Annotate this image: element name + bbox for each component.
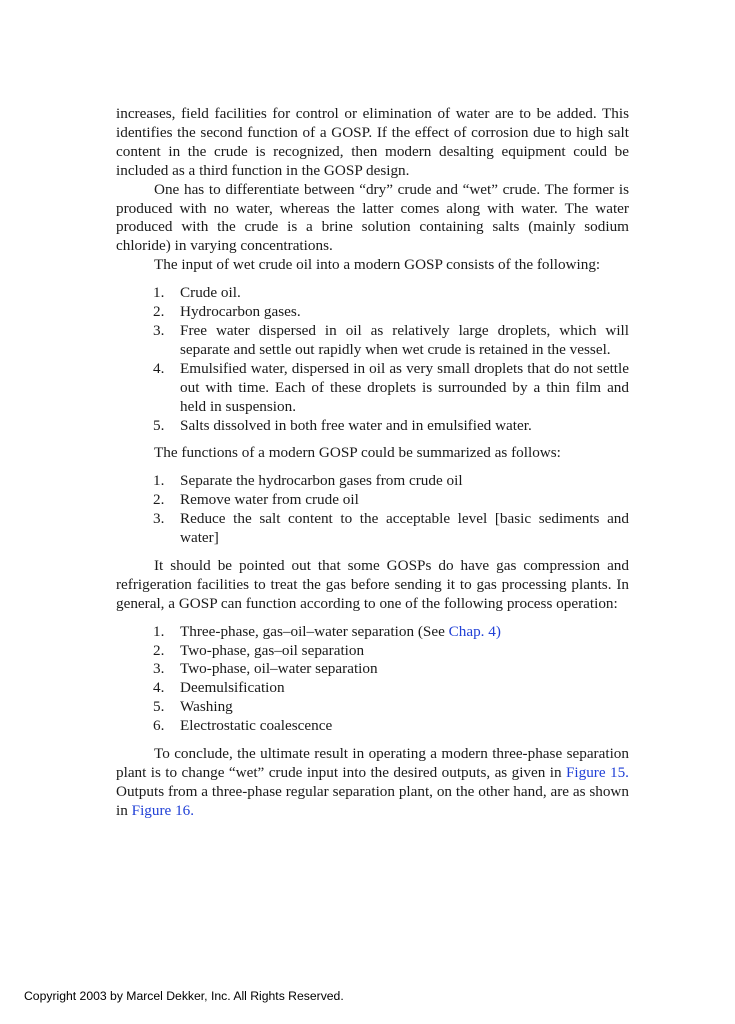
list-item — [116, 303, 629, 322]
list-item-number: 2. — [153, 491, 165, 509]
figure-16-link[interactable]: Figure 16. — [131, 801, 195, 819]
list-item-number: 4. — [153, 679, 165, 697]
functions-list — [116, 472, 629, 548]
paragraph-functions-intro: The functions of a modern GOSP could be summarized as follows: — [154, 444, 561, 462]
list-item — [116, 660, 629, 679]
paragraph-input-intro: The input of wet crude oil into a modern GOSP consists of the following: — [154, 256, 601, 274]
list-item — [116, 698, 629, 717]
list-item — [116, 322, 629, 360]
list-item — [116, 417, 629, 436]
list-item-text: Free water dispersed in oil as relatively large droplets, which will separate and settle out rapidly when wet crude is retained in the vessel. — [180, 321, 629, 358]
conclusion-text-part-1: To conclude, the ultimate result in operating a modern three-phase separation plant is to change “wet” crude input into the desired outputs, as given in — [116, 745, 629, 781]
list-item — [116, 642, 629, 661]
operations-list — [116, 623, 629, 736]
figure-15-link[interactable]: Figure 15. — [565, 764, 629, 781]
list-item-text: Reduce the salt content to the acceptable level [basic sediments and water] — [180, 510, 629, 547]
list-item-text: Hydrocarbon gases. — [180, 303, 301, 321]
paragraph-dry-wet-crude: One has to differentiate between “dry” crude and “wet” crude. The former is produced with no water, whereas the latter comes along with water. The water produced with the crude is a brine solution containing salts (mainly sodium chloride) in varying concentrations. — [116, 180, 629, 255]
list-item — [116, 491, 629, 510]
input-list — [116, 284, 629, 435]
list-item-text: Emulsified water, dispersed in oil as very small droplets that do not settle out with time. Each of these droplets is surrounded by a thin film and held in suspension. — [180, 359, 629, 415]
list-item-number: 3. — [153, 510, 165, 528]
list-item-text: Electrostatic coalescence — [180, 717, 333, 735]
conclusion-text-part-2: Outputs from a three-phase regular separation plant, on the other hand, are as shown in — [116, 782, 629, 819]
list-item — [116, 472, 629, 491]
list-item-text: Crude oil. — [180, 284, 241, 302]
list-item-number: 1. — [153, 622, 165, 640]
list-item-text: Three-phase, gas–oil–water separation (See — [180, 622, 449, 640]
copyright-footer: Copyright 2003 by Marcel Dekker, Inc. All Rights Reserved. — [24, 989, 344, 1003]
list-item-number: 5. — [153, 698, 165, 716]
page-body — [116, 105, 629, 821]
list-item-number: 3. — [153, 321, 165, 339]
list-item-text: Salts dissolved in both free water and in emulsified water. — [180, 416, 532, 434]
list-item-number: 2. — [153, 641, 165, 659]
list-item — [116, 510, 629, 548]
list-item-text: Two-phase, oil–water separation — [180, 660, 378, 678]
paragraph-conclusion — [116, 745, 629, 821]
list-item-number: 4. — [153, 359, 165, 377]
list-item-number: 2. — [153, 303, 165, 321]
paragraph-water-functions: increases, field facilities for control or elimination of water are to be added. This identifies the second function of a GOSP. If the effect of corrosion due to high salt content in the crude is recognized, then modern desalting equipment could be included as a third function in the GOSP design. — [116, 105, 629, 179]
list-item-number: 1. — [153, 284, 165, 302]
list-item-text: Deemulsification — [180, 679, 285, 697]
list-item — [116, 679, 629, 698]
list-item-number: 6. — [153, 717, 165, 735]
list-item-text: Washing — [180, 698, 233, 716]
list-item — [116, 360, 629, 417]
list-item — [116, 284, 629, 303]
chapter-4-link[interactable]: Chap. 4) — [448, 622, 501, 640]
list-item-text: Remove water from crude oil — [180, 491, 359, 509]
list-item — [116, 623, 629, 642]
list-item-number: 1. — [153, 472, 165, 490]
paragraph-process-operations: It should be pointed out that some GOSPs do have gas compression and refrigeration facilities to treat the gas before sending it to gas processing plants. In general, a GOSP can function according to one of the following process operation: — [116, 556, 629, 612]
list-item-number: 3. — [153, 660, 165, 678]
list-item — [116, 717, 629, 736]
list-item-text: Two-phase, gas–oil separation — [180, 641, 365, 659]
list-item-text: Separate the hydrocarbon gases from crude oil — [180, 472, 463, 490]
list-item-number: 5. — [153, 416, 165, 434]
